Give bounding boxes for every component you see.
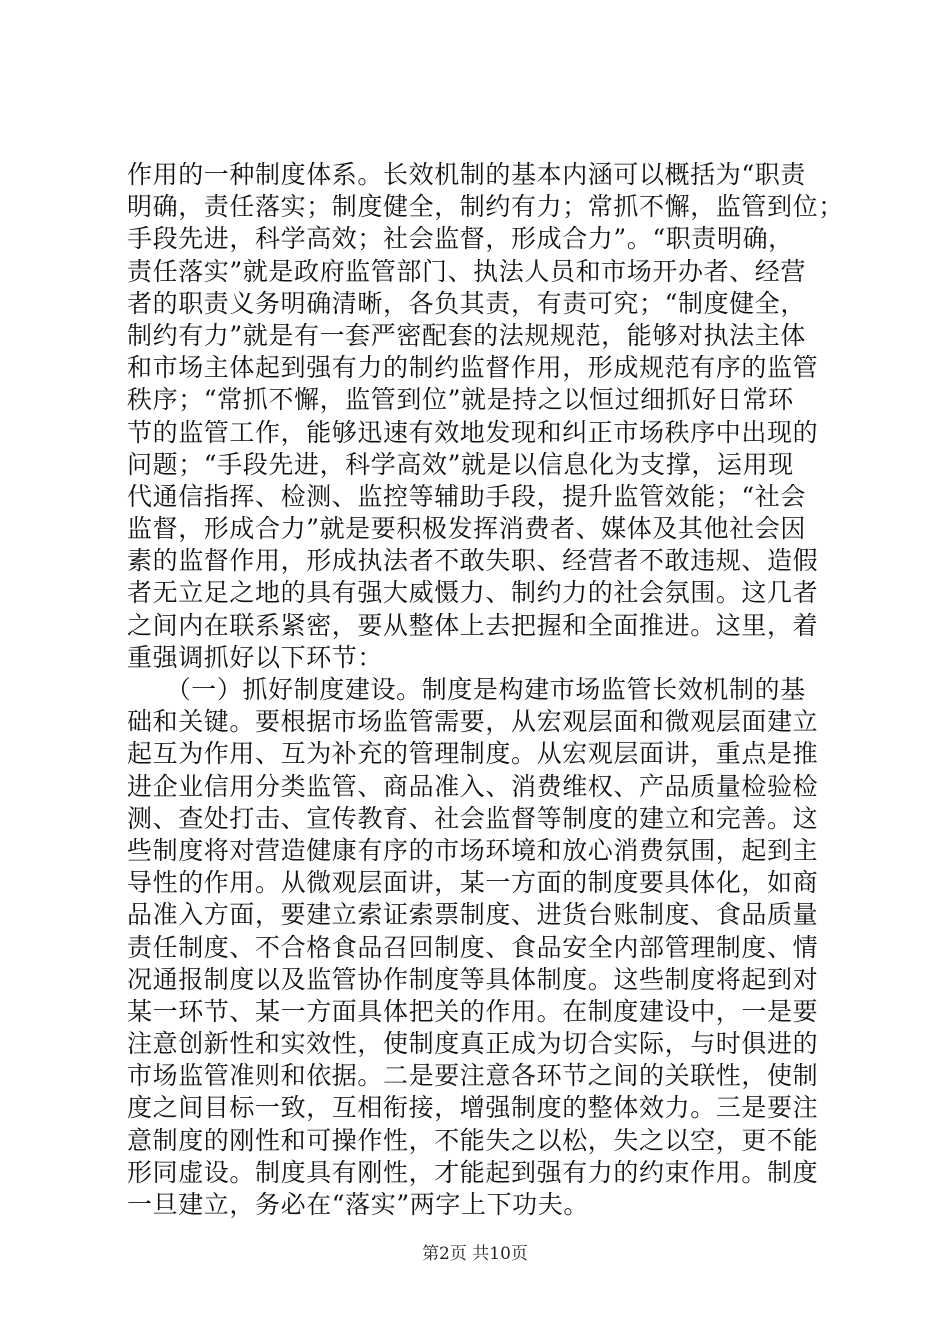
text-line: 某一环节、某一方面具体把关的作用。在制度建设中，一是要 xyxy=(127,996,819,1026)
text-line: 素的监督作用，形成执法者不敢失职、经营者不敢违规、造假 xyxy=(127,546,819,576)
text-line: 重强调抓好以下环节： xyxy=(127,642,384,672)
text-line: 作用的一种制度体系。长效机制的基本内涵可以概括为“职责 xyxy=(127,160,806,189)
text-line: 意制度的刚性和可操作性，不能失之以松，失之以空，更不能 xyxy=(127,1125,819,1155)
section-heading-line: （一）抓好制度建设。制度是构建市场监管长效机制的基 xyxy=(127,675,806,704)
text-line: 问题；“手段先进，科学高效”就是以信息化为支撑，运用现 xyxy=(127,449,794,479)
text-line: 责任落实”就是政府监管部门、执法人员和市场开办者、经营 xyxy=(127,256,806,286)
text-line: 础和关键。要根据市场监管需要，从宏观层面和微观层面建立 xyxy=(127,707,819,737)
text-line: 测、查处打击、宣传教育、社会监督等制度的建立和完善。这 xyxy=(127,803,819,833)
text-line: 进企业信用分类监管、商品准入、消费维权、产品质量检验检 xyxy=(127,771,819,801)
text-line: 起互为作用、互为补充的管理制度。从宏观层面讲，重点是推 xyxy=(127,739,819,769)
text-line: 注意创新性和实效性，使制度真正成为切合实际，与时俱进的 xyxy=(127,1029,819,1059)
text-line: 者的职责义务明确清晰，各负其责，有责可究；“制度健全， xyxy=(127,288,806,318)
text-line: 导性的作用。从微观层面讲，某一方面的制度要具体化，如商 xyxy=(127,868,819,898)
text-line: 责任制度、不合格食品召回制度、食品安全内部管理制度、情 xyxy=(127,932,819,962)
text-line: 市场监管准则和依据。二是要注意各环节之间的关联性，使制 xyxy=(127,1061,819,1091)
text-line: 监督，形成合力”就是要积极发挥消费者、媒体及其他社会因 xyxy=(127,514,806,544)
body-text xyxy=(127,159,844,1221)
text-line: 者无立足之地的具有强大威慑力、制约力的社会氛围。这几者 xyxy=(127,578,819,608)
text-line: 制约有力”就是有一套严密配套的法规规范，能够对执法主体 xyxy=(127,320,806,350)
text-line: 况通报制度以及监管协作制度等具体制度。这些制度将起到对 xyxy=(127,964,819,994)
text-line: 手段先进，科学高效；社会监督，形成合力”。“职责明确， xyxy=(127,224,794,254)
text-line: 明确，责任落实；制度健全，制约有力；常抓不懈，监管到位； xyxy=(127,192,844,222)
text-line: 之间内在联系紧密，要从整体上去把握和全面推进。这里，着 xyxy=(127,610,819,640)
text-line: 和市场主体起到强有力的制约监督作用，形成规范有序的监管 xyxy=(127,353,819,383)
text-line: 些制度将对营造健康有序的市场环境和放心消费氛围，起到主 xyxy=(127,835,819,865)
text-line: 度之间目标一致，互相衔接，增强制度的整体效力。三是要注 xyxy=(127,1093,819,1123)
text-line: 秩序；“常抓不懈，监管到位”就是持之以恒过细抓好日常环 xyxy=(127,385,794,415)
text-line: 代通信指挥、检测、监控等辅助手段，提升监管效能；“社会 xyxy=(127,481,806,511)
text-line: 节的监管工作，能够迅速有效地发现和纠正市场秩序中出现的 xyxy=(127,417,819,447)
page-number-footer: 第2页 共10页 xyxy=(422,1244,528,1264)
text-line: 形同虚设。制度具有刚性，才能起到强有力的约束作用。制度 xyxy=(127,1157,819,1187)
text-line: 品准入方面，要建立索证索票制度、进货台账制度、食品质量 xyxy=(127,900,819,930)
text-line: 一旦建立，务必在“落实”两字上下功夫。 xyxy=(127,1190,589,1219)
